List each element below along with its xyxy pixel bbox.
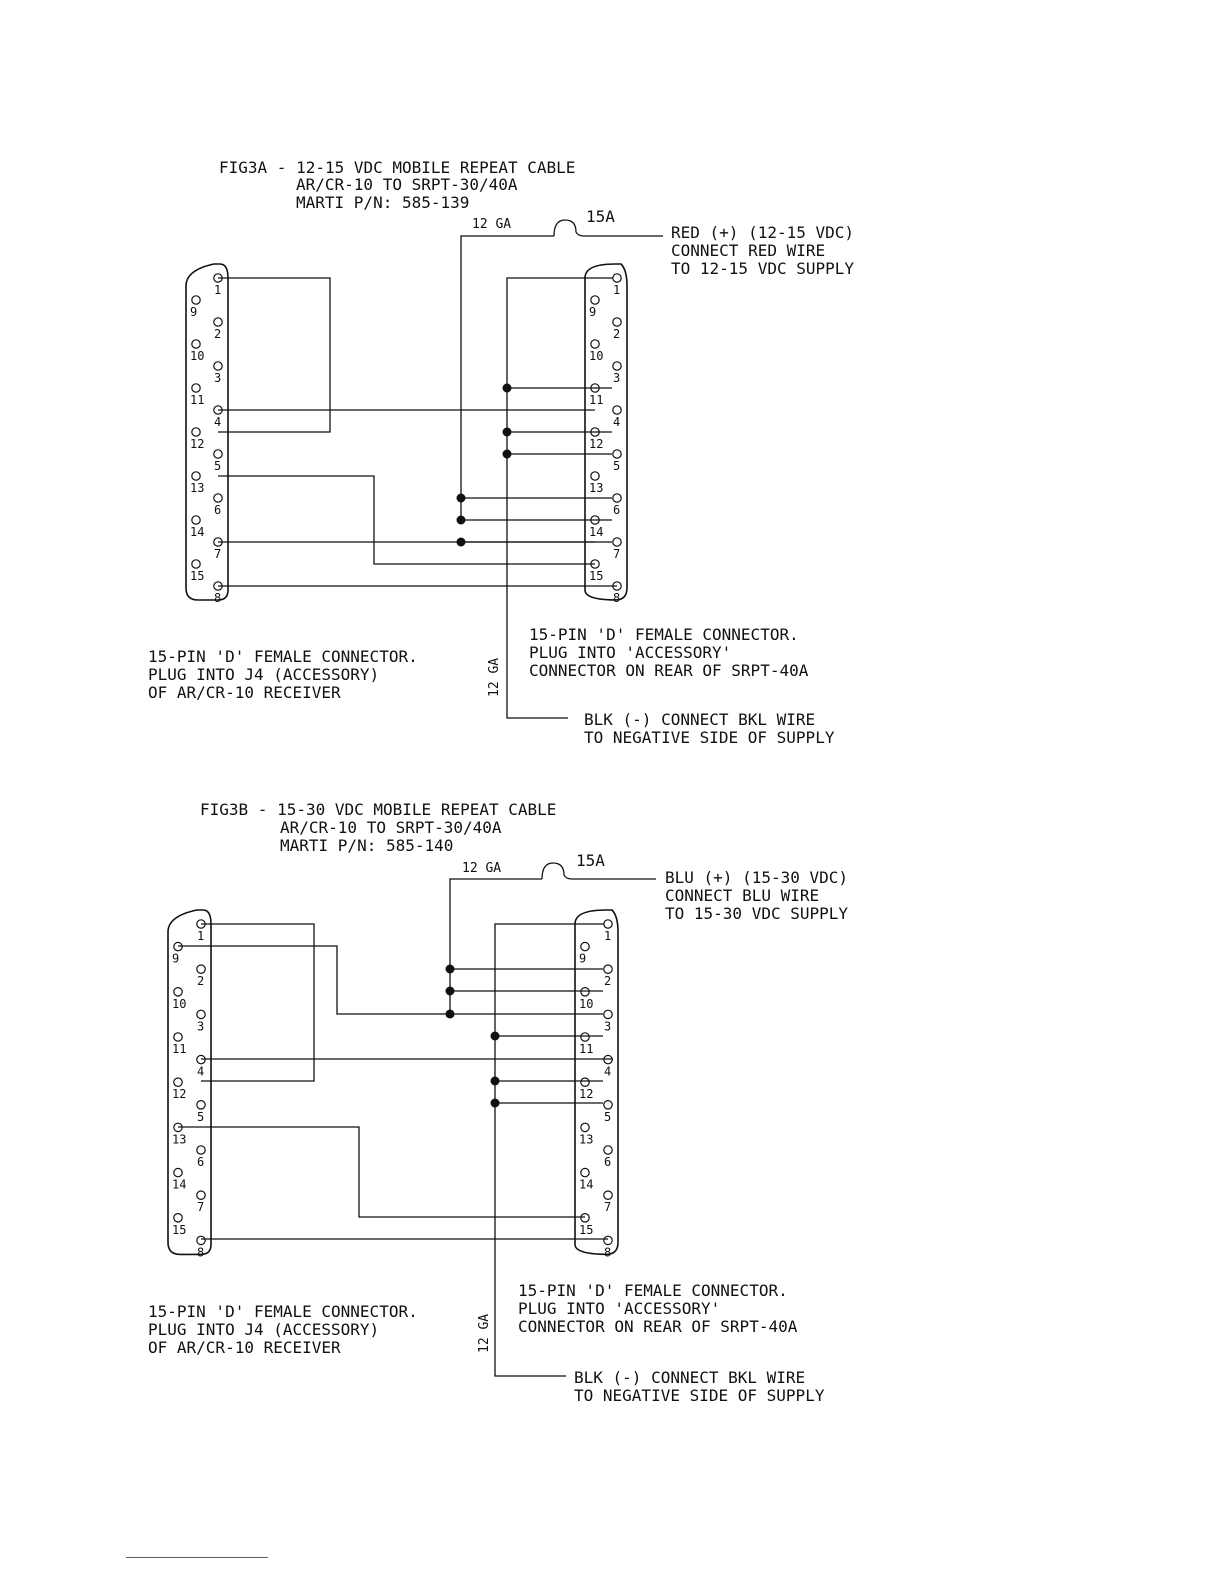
right-connector-note: CONNECTOR ON REAR OF SRPT-40A [518,1317,798,1336]
junction-dot [446,987,455,996]
pin-8-contact [604,1236,612,1244]
pin-label: 8 [214,591,222,605]
junction-dot [457,538,466,547]
wire-gauge-label: 12 GA [472,217,512,232]
pin-label: 4 [197,1064,205,1079]
left-connector-note: PLUG INTO J4 (ACCESSORY) [148,1320,380,1339]
pin-5-contact [604,1101,612,1109]
jumper-wire [201,924,314,1081]
pin-label: 12 [579,1087,594,1102]
pin-11-contact [192,384,200,392]
pin-4-contact [613,406,621,414]
pin-12-contact [192,428,200,436]
wire-gauge-label: 12 GA [487,657,502,697]
figure-title: FIG3B - 15-30 VDC MOBILE REPEAT CABLE [200,800,557,819]
pin-label: 1 [214,283,222,297]
negative-note: BLK (-) CONNECT BKL WIRE [584,710,816,729]
pin-7-contact [604,1191,612,1199]
pin-6-contact [197,1146,205,1154]
junction-dot [491,1032,500,1041]
right-connector-note: PLUG INTO 'ACCESSORY' [529,643,732,662]
figure-subtitle: AR/CR-10 TO SRPT-30/40A [280,818,502,837]
pin-label: 15 [172,1222,187,1237]
figure-title: FIG3A - 12-15 VDC MOBILE REPEAT CABLE [219,158,576,177]
negative-note: TO NEGATIVE SIDE OF SUPPLY [574,1386,825,1405]
figure-subtitle: AR/CR-10 TO SRPT-30/40A [296,175,518,194]
pin-label: 4 [604,1064,612,1079]
pin-3-contact [197,1010,205,1018]
pin-9-contact [581,942,589,950]
junction-dot [491,1099,500,1108]
pin-label: 4 [613,415,621,429]
pin-label: 1 [613,283,621,297]
pin-label: 8 [613,591,621,605]
pin-12-contact [174,1078,182,1086]
signal-wire [178,1127,585,1217]
junction-dot [446,1010,455,1019]
pin-label: 7 [613,547,621,561]
pin-label: 1 [604,929,612,943]
pin-label: 15 [579,1222,594,1237]
pin-14-contact [174,1168,182,1176]
pin-7-contact [197,1191,205,1199]
pin-14-contact [581,1168,589,1176]
left-connector-note: PLUG INTO J4 (ACCESSORY) [148,665,380,684]
pin-label: 2 [604,974,612,989]
pin-10-contact [581,988,589,996]
pin-label: 9 [579,951,587,966]
pin-11-contact [581,1033,589,1041]
pin-9-contact [192,296,200,304]
pin-label: 11 [589,393,604,407]
pin-label: 14 [172,1177,187,1192]
left-connector-note: 15-PIN 'D' FEMALE CONNECTOR. [148,1302,418,1321]
pin-label: 3 [214,371,222,385]
pin-label: 2 [197,974,205,989]
pin-label: 6 [197,1155,205,1169]
pin-2-contact [197,965,205,973]
junction-dot [446,965,455,974]
pin-label: 5 [613,459,621,473]
pin-label: 15 [190,569,205,583]
pin-3-contact [214,362,222,370]
pin-label: 6 [604,1155,612,1169]
fig3a-diagram [148,158,854,747]
pin-3-contact [604,1010,612,1018]
fuse-rating: 15A [586,207,615,226]
wire-gauge-label: 12 GA [462,861,502,876]
negative-note: BLK (-) CONNECT BKL WIRE [574,1368,806,1387]
junction-dot [503,384,512,393]
part-number: MARTI P/N: 585-140 [280,836,454,855]
fig3b-diagram [148,800,848,1405]
positive-note: CONNECT BLU WIRE [665,886,820,905]
pin-label: 2 [613,327,621,341]
positive-note: BLU (+) (15-30 VDC) [665,868,849,887]
positive-note: TO 15-30 VDC SUPPLY [665,904,849,923]
jumper-wire [218,278,330,432]
pin-2-contact [613,318,621,326]
pin-label: 10 [190,349,205,363]
pin-5-contact [613,450,621,458]
pin-14-contact [192,516,200,524]
pin-6-contact [613,494,621,502]
pin-label: 4 [214,415,222,429]
pin-label: 2 [214,327,222,341]
pin-6-contact [214,494,222,502]
pin-9-contact [591,296,599,304]
fuse-symbol [542,863,572,879]
pin-5-contact [197,1101,205,1109]
pin-label: 3 [197,1019,205,1034]
pin-6-contact [604,1146,612,1154]
pin-label: 9 [589,305,597,319]
pin-label: 13 [172,1132,187,1147]
pin-label: 8 [197,1245,205,1260]
pin-label: 6 [214,503,222,517]
junction-dot [491,1077,500,1086]
pin-label: 13 [589,481,604,495]
pin-label: 10 [589,349,604,363]
fuse-rating: 15A [576,851,605,870]
pin-label: 7 [197,1200,205,1215]
right-connector-note: PLUG INTO 'ACCESSORY' [518,1299,721,1318]
pin-15-contact [581,1214,589,1222]
right-connector-note: 15-PIN 'D' FEMALE CONNECTOR. [518,1281,788,1300]
pin-label: 9 [172,951,180,966]
pin-1-contact [604,920,612,928]
junction-dot [457,494,466,503]
pin-label: 1 [197,929,205,943]
pin-15-contact [192,560,200,568]
left-connector-note: 15-PIN 'D' FEMALE CONNECTOR. [148,647,418,666]
right-connector-note: CONNECTOR ON REAR OF SRPT-40A [529,661,809,680]
pin-3-contact [613,362,621,370]
pin-label: 15 [589,569,604,583]
pin-label: 10 [172,996,187,1011]
pin-2-contact [214,318,222,326]
pin-label: 14 [579,1177,594,1192]
pin-label: 13 [579,1132,594,1147]
pin-label: 14 [190,525,205,539]
left-connector-note: OF AR/CR-10 RECEIVER [148,1338,341,1357]
pin-13-contact [581,1123,589,1131]
pin-11-contact [174,1033,182,1041]
pin-12-contact [581,1078,589,1086]
pin-5-contact [214,450,222,458]
pin-label: 3 [613,371,621,385]
pin-label: 10 [579,996,594,1011]
pin-label: 5 [214,459,222,473]
pin-13-contact [192,472,200,480]
junction-dot [457,516,466,525]
pin-10-contact [192,340,200,348]
pin-label: 3 [604,1019,612,1034]
pin-15-contact [174,1214,182,1222]
pin-13-contact [591,472,599,480]
pin-1-contact [613,274,621,282]
left-connector-note: OF AR/CR-10 RECEIVER [148,683,341,702]
positive-note: RED (+) (12-15 VDC) [671,223,855,242]
pin-label: 13 [190,481,205,495]
positive-note: CONNECT RED WIRE [671,241,826,260]
pin-label: 7 [604,1200,612,1215]
pin-label: 14 [589,525,604,539]
pin-label: 12 [190,437,205,451]
pin-label: 8 [604,1245,612,1260]
pin-label: 12 [589,437,604,451]
junction-dot [503,428,512,437]
page-footer-rule [126,1557,268,1558]
pin-label: 7 [214,547,222,561]
negative-note: TO NEGATIVE SIDE OF SUPPLY [584,728,835,747]
pin-10-contact [174,988,182,996]
pin-label: 9 [190,305,198,319]
pin-label: 11 [190,393,205,407]
pin-label: 6 [613,503,621,517]
pin-10-contact [591,340,599,348]
pin-7-contact [613,538,621,546]
pin-label: 11 [172,1042,187,1056]
pin-label: 11 [579,1042,594,1056]
pin-2-contact [604,965,612,973]
wire-gauge-label: 12 GA [477,1313,492,1353]
junction-dot [503,450,512,459]
part-number: MARTI P/N: 585-139 [296,193,470,212]
pin-label: 5 [197,1109,205,1124]
pin-label: 5 [604,1109,612,1124]
right-connector-note: 15-PIN 'D' FEMALE CONNECTOR. [529,625,799,644]
pin-8-contact [197,1236,205,1244]
pin-label: 12 [172,1087,187,1102]
fuse-symbol [554,220,584,236]
positive-note: TO 12-15 VDC SUPPLY [671,259,855,278]
